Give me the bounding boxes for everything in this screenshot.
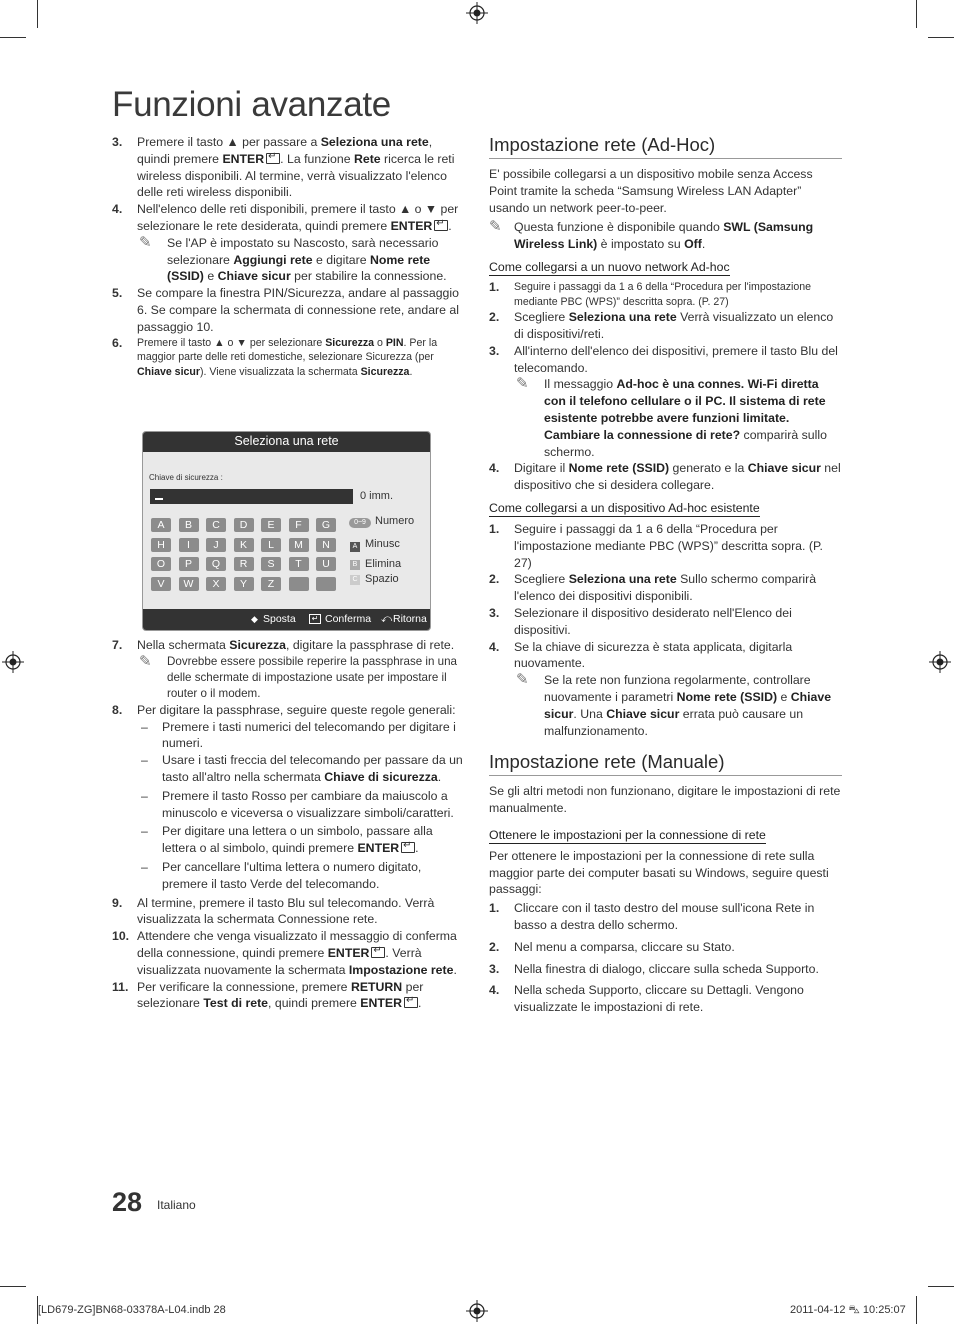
adhoc-step-1: 1. Seguire i passaggi da 1 a 6 della “Procedura per l'impostazione mediante PBC (WPS)” descritta sopra. (P. 27) bbox=[489, 279, 812, 308]
crop-mark bbox=[0, 37, 26, 38]
adhoc-step-3: 3. All'interno dell'elenco dei dispositivi, premere il tasto Blu del telecomando. ✎ Il messaggio Ad-hoc è una connes. Wi-Fi diretta con il telefono cellulare o il PC. Il sistema di rete esistente potrebbe avere funzioni limitate. Cambiare la connessione di rete? comparirà sullo schermo. bbox=[489, 343, 842, 461]
keyboard-key[interactable]: F bbox=[289, 518, 309, 532]
keyboard-key[interactable]: X bbox=[206, 577, 226, 591]
spazio-label: Spazio bbox=[365, 573, 399, 585]
enter-icon bbox=[401, 842, 415, 853]
registration-mark-icon bbox=[466, 2, 488, 24]
keyboard-key[interactable]: Q bbox=[206, 557, 226, 571]
keyboard-key[interactable]: P bbox=[179, 557, 199, 571]
adhoc-step-4: 4. Digitare il Nome rete (SSID) generato e la Chiave sicur nel dispositivo che si desidera collegare. bbox=[489, 461, 841, 493]
left-column-continued bbox=[112, 637, 468, 1012]
move-icon: ◆ bbox=[251, 614, 258, 624]
green-button-tag: B bbox=[350, 560, 360, 570]
crop-mark bbox=[928, 37, 954, 38]
step-10: 10. Attendere che venga visualizzato il messaggio di conferma della connessione, quindi premere ENTER↵ . Verrà visualizzata nuovamente la schermata Impostazione rete. bbox=[112, 928, 468, 978]
keyboard-key[interactable] bbox=[289, 577, 309, 591]
step-7: 7. Nella schermata Sicurezza, digitare la passphrase di rete. ✎ Dovrebbe essere possibile reperire la passphrase in una delle schermate di impostazione usate per impostare il router o il modem. bbox=[112, 637, 468, 702]
rule-item: – Usare i tasti freccia del telecomando per passare da un tasto all'altro nella schermata Chiave di sicurezza. bbox=[141, 753, 463, 784]
keyboard-key[interactable]: V bbox=[151, 577, 171, 591]
print-timestamp: 2011-04-12 ⛍ 10:25:07 bbox=[790, 1304, 906, 1316]
screen-title: Seleziona una rete bbox=[143, 432, 430, 452]
pencil-note-icon: ✎ bbox=[516, 375, 529, 393]
note: ✎ Questa funzione è disponibile quando SWL (Samsung Wireless Link) è impostato su Off. bbox=[489, 218, 814, 252]
registration-mark-icon bbox=[2, 651, 24, 673]
page-number: 28 bbox=[112, 1187, 143, 1217]
keyboard-key[interactable]: A bbox=[151, 518, 171, 532]
conferma-label: Conferma bbox=[325, 613, 372, 625]
manual-step-4: 4. Nella scheda Supporto, cliccare su Dettagli. Vengono visualizzate le impostazioni di rete. bbox=[489, 983, 804, 1015]
numero-label: Numero bbox=[375, 515, 415, 527]
char-count: 0 imm. bbox=[360, 490, 393, 502]
keyboard-key[interactable]: M bbox=[289, 538, 309, 552]
keyboard-key[interactable]: D bbox=[234, 518, 254, 532]
keyboard-key[interactable]: N bbox=[316, 538, 336, 552]
obtain-intro: Per ottenere le impostazioni per la connessione di rete sulla maggior parte dei computer basati su Windows, seguire questi passaggi: bbox=[489, 848, 829, 897]
elimina-label: Elimina bbox=[365, 558, 402, 570]
manual-step-3: 3. Nella finestra di dialogo, cliccare sulla scheda Supporto. bbox=[489, 961, 819, 976]
pencil-note-icon: ✎ bbox=[139, 233, 152, 251]
keyboard-key[interactable]: T bbox=[289, 557, 309, 571]
existing-step-3: 3. Selezionare il dispositivo desiderato nell'Elenco dei dispositivi. bbox=[489, 605, 792, 637]
rule-item: – Per digitare una lettera o un simbolo, passare alla lettera o al simbolo, quindi premere ENTER↵ . bbox=[137, 823, 468, 857]
step-6: 6. Premere il tasto ▲ o ▼ per selezionare Sicurezza o PIN. Per la maggior parte delle reti domestiche, selezionare Sicurezza (per Chiave sicur). Viene visualizzata la schermata Sicurezza. bbox=[112, 335, 438, 378]
enter-icon bbox=[434, 220, 448, 231]
keyboard-key[interactable] bbox=[316, 577, 336, 591]
step-5: 5. Se compare la finestra PIN/Sicurezza, andare al passaggio 6. Se compare la schermata di connessione rete, andare al passaggio 10. bbox=[112, 286, 459, 334]
keyboard-key[interactable]: W bbox=[179, 577, 199, 591]
sposta-label: Sposta bbox=[263, 613, 296, 625]
adhoc-step-2: 2. Scegliere Seleziona una rete Verrà visualizzato un elenco di dispositivi/reti. bbox=[489, 310, 834, 341]
registration-mark-icon bbox=[929, 651, 951, 673]
keyboard-key[interactable]: R bbox=[234, 557, 254, 571]
manual-intro: Se gli altri metodi non funzionano, digitare le impostazioni di rete manualmente. bbox=[489, 784, 841, 816]
crop-mark bbox=[916, 0, 917, 28]
keyboard-key[interactable]: Z bbox=[261, 577, 281, 591]
note: ✎ Il messaggio Ad-hoc è una connes. Wi-Fi diretta con il telefono cellulare o il PC. Il sistema di rete esistente potrebbe avere funzioni limitate. Cambiare la connessione di rete? comparirà sullo schermo. bbox=[516, 375, 827, 459]
subheading-obtain-settings: Ottenere le impostazioni per la connessione di rete bbox=[489, 827, 766, 842]
keyboard-key[interactable]: U bbox=[316, 557, 336, 571]
blue-button-tag: C bbox=[350, 575, 360, 585]
rule-item: – Per cancellare l'ultima lettera o numero digitato, premere il tasto Verde del telecomando. bbox=[141, 859, 422, 891]
page-title: Funzioni avanzate bbox=[112, 85, 391, 124]
left-column bbox=[112, 134, 468, 379]
enter-icon: ↵ bbox=[309, 614, 321, 624]
pencil-note-icon: ✎ bbox=[516, 671, 529, 689]
crop-mark bbox=[916, 1296, 917, 1324]
rule-item: – Premere i tasti numerici del telecomando per digitare i numeri. bbox=[141, 719, 456, 751]
crop-mark bbox=[37, 0, 38, 28]
keyboard-key[interactable]: B bbox=[179, 518, 199, 532]
keyboard-key[interactable]: L bbox=[261, 538, 281, 552]
existing-step-4: 4. Se la chiave di sicurezza è stata applicata, digitarla nuovamente. ✎ Se la rete non funziona regolarmente, controllare nuovamente i parametri Nome rete (SSID) e Chiave sicur. Una Chiave sicur errata può causare un malfunzionamento. bbox=[489, 639, 842, 740]
keyboard-key[interactable]: I bbox=[179, 538, 199, 552]
enter-icon bbox=[371, 947, 385, 958]
note: ✎ Dovrebbe essere possibile reperire la passphrase in una delle schermate di impostazione usate per impostare il router o il modem. bbox=[139, 652, 458, 700]
keyboard-key[interactable]: K bbox=[234, 538, 254, 552]
screen-footer bbox=[143, 609, 430, 630]
numero-tag: 0~9 bbox=[349, 518, 371, 528]
security-key-screen bbox=[142, 431, 431, 631]
manual-step-2: 2. Nel menu a comparsa, cliccare su Stato. bbox=[489, 939, 735, 954]
minusc-label: Minusc bbox=[365, 538, 400, 550]
section-heading-manual: Impostazione rete (Manuale) bbox=[489, 751, 842, 776]
keyboard-key[interactable]: H bbox=[151, 538, 171, 552]
enter-icon bbox=[404, 997, 418, 1008]
step-8: 8. Per digitare la passphrase, seguire queste regole generali: – Premere i tasti numerici del telecomando per digitare i numeri. – Usare i tasti freccia del telecomando per passare da un tasto all'altro nella schermata Chiave di sicurezza. – Premere il tasto Rosso per cambiare da maiuscolo a minuscolo e viceversa o visualizzare simboli/caratteri. – Per digitare una lettera o un simbolo, passare alla lettera o al simbolo, quindi premere ENTER↵ . – Per cancellare l'ultima lettera o numero digitato, premere il tasto Verde del telecomando. bbox=[112, 702, 468, 893]
existing-step-1: 1. Seguire i passaggi da 1 a 6 della “Procedura per l'impostazione mediante PBC (WPS)” descritta sopra. (P. 27) bbox=[489, 521, 823, 570]
registration-mark-icon bbox=[466, 1300, 488, 1322]
keyboard-key[interactable]: O bbox=[151, 557, 171, 571]
key-label: Chiave di sicurezza : bbox=[149, 473, 223, 482]
page-language: Italiano bbox=[157, 1198, 196, 1212]
keyboard-key[interactable]: S bbox=[261, 557, 281, 571]
note: ✎ Se l'AP è impostato su Nascosto, sarà necessario selezionare Aggiungi rete e digitare Nome rete (SSID) e Chiave sicur per stabilire la connessione. bbox=[139, 233, 447, 284]
subheading-new-adhoc: Come collegarsi a un nuovo network Ad-hoc bbox=[489, 259, 730, 274]
keyboard-key[interactable]: J bbox=[206, 538, 226, 552]
keyboard-key[interactable]: C bbox=[206, 518, 226, 532]
existing-step-2: 2. Scegliere Seleziona una rete Sullo schermo comparirà l'elenco dei dispositivi disponibili. bbox=[489, 572, 817, 604]
rule-item: – Premere il tasto Rosso per cambiare da maiuscolo a minuscolo e viceversa o visualizzare simboli/caratteri. bbox=[141, 788, 454, 820]
adhoc-intro: E' possibile collegarsi a un dispositivo mobile senza Access Point tramite la scheda “Samsung Wireless LAN Adapter” usando un network peer-to-peer. bbox=[489, 167, 813, 215]
key-input[interactable] bbox=[150, 489, 353, 504]
ritorna-label: Ritorna bbox=[393, 613, 427, 625]
enter-icon bbox=[266, 153, 280, 164]
keyboard-key[interactable]: G bbox=[316, 518, 336, 532]
pencil-note-icon: ✎ bbox=[139, 652, 152, 670]
red-button-tag: A bbox=[350, 542, 360, 552]
step-3: 3. Premere il tasto ▲ per passare a Seleziona una rete, quindi premere ENTER↵ . La funzione Rete ricerca le reti wireless disponibili. Al termine, verrà visualizzato l'elenco delle reti wireless disponibili. bbox=[112, 134, 468, 201]
crop-mark bbox=[0, 1286, 26, 1287]
section-heading-adhoc: Impostazione rete (Ad-Hoc) bbox=[489, 134, 842, 159]
step-9: 9. Al termine, premere il tasto Blu sul telecomando. Verrà visualizzata la schermata Connessione rete. bbox=[112, 895, 435, 927]
pencil-note-icon: ✎ bbox=[489, 218, 502, 236]
step-11: 11. Per verificare la connessione, premere RETURN per selezionare Test di rete, quindi premere ENTER↵ . bbox=[112, 979, 468, 1013]
keyboard-key[interactable]: E bbox=[261, 518, 281, 532]
keyboard-key[interactable]: Y bbox=[234, 577, 254, 591]
subheading-existing-adhoc: Come collegarsi a un dispositivo Ad-hoc esistente bbox=[489, 500, 760, 515]
right-column bbox=[489, 134, 842, 1016]
note: ✎ Se la rete non funziona regolarmente, controllare nuovamente i parametri Nome rete (SSID) e Chiave sicur. Una Chiave sicur errata può causare un malfunzionamento. bbox=[516, 671, 832, 738]
print-file-info: [LD679-ZG]BN68-03378A-L04.indb 28 bbox=[38, 1304, 226, 1316]
crop-mark bbox=[928, 1286, 954, 1287]
return-icon: ⤺ bbox=[381, 613, 393, 625]
manual-step-1: 1. Cliccare con il tasto destro del mouse sull'icona Rete in basso a destra dello schermo. bbox=[489, 901, 815, 933]
step-4: 4. Nell'elenco delle reti disponibili, premere il tasto ▲ o ▼ per selezionare le rete desiderata, quindi premere ENTER↵ . ✎ Se l'AP è impostato su Nascosto, sarà necessario selezionare Aggiungi rete e digitare Nome rete (SSID) e Chiave sicur per stabilire la connessione. bbox=[112, 201, 468, 285]
